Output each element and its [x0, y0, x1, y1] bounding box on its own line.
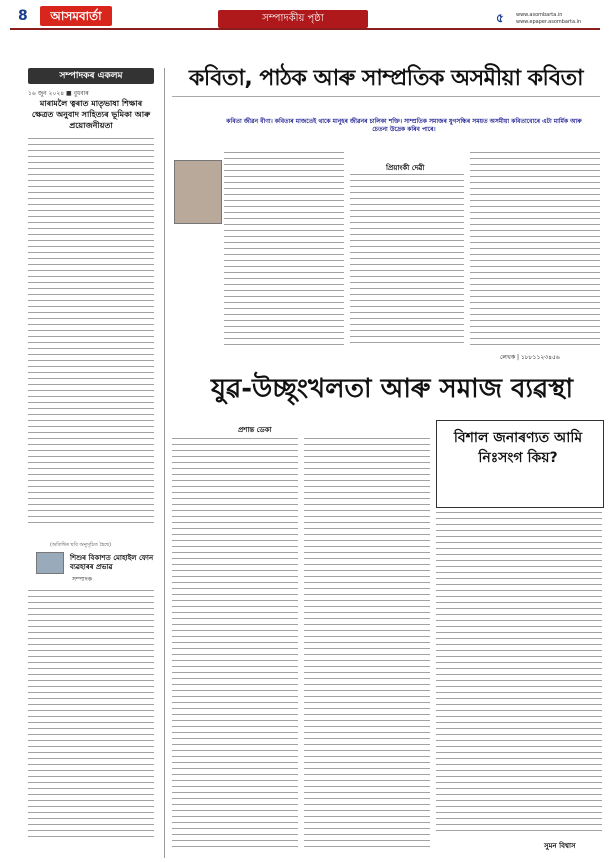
newspaper-logo: আসমবার্তা: [40, 6, 112, 26]
article1-pullquote: কবিতা জীৱন বীণা। কবিতাৰ মাজতেই থাকে মানুহৰ জীৱনৰ চালিকা শক্তি। সাম্প্ৰতিক সমাজৰ যুগসন্ধিৰ সময়ত অসমীয়া কবিতাবোৰে এটা মাৰ্মিক আৰু চেতনা উদ্ৰেক কৰিব পাৰে।: [226, 118, 582, 133]
article1-col2: [350, 174, 464, 348]
article1-col1: [224, 152, 344, 348]
author-photo: [36, 552, 64, 574]
article2-headline: যুৱ-উচ্ছৃংখলতা আৰু সমাজ ব্যৱস্থা: [211, 374, 573, 404]
article2-author: প্ৰশান্ত ডেকা: [238, 426, 272, 434]
photo-caption: (অতিথিৰ ছবি অনুসূচিত হৈছে): [50, 542, 112, 548]
article2-col2: [304, 438, 430, 852]
article2-col1: [172, 438, 298, 852]
article3-signature: সুমন বিশ্বাস: [544, 842, 576, 850]
editorial-title: মাৰামলৈ ত্বৰাত মাতৃভাষা শিক্ষাৰ ক্ষেত্ৰত অনুবাদ সাহিত্যৰ ভূমিকা আৰু প্ৰয়োজনীয়তা: [31, 99, 151, 130]
article1-author: প্ৰিয়াংকী দেৱী: [386, 164, 425, 172]
headline-rule: [172, 96, 600, 97]
url-2[interactable]: www.epaper.asombarta.in: [516, 19, 582, 25]
section-banner: সম্পাদকীয় পৃষ্ঠা: [218, 10, 368, 28]
article1-end-note: লেখক | ১৮৮১১২৩৪৫৬: [500, 354, 560, 361]
sidebar-date: ১৬ জুন ২০২৪ ■ বুধবাৰ: [28, 90, 89, 97]
article1-col3: [470, 152, 600, 348]
url-1[interactable]: www.asombarta.in: [516, 12, 563, 18]
article3-body: [436, 512, 602, 834]
sidebar-body-2: [28, 590, 154, 840]
article3-headline: বিশাল জনাৰণ্যত আমি নিঃসংগ কিয়?: [453, 430, 583, 466]
editorial-body: [28, 138, 154, 528]
page-number: 8: [18, 8, 28, 24]
sidebar-article-title: শিশুৰ বিকাশত মোহাইল ফোন ব্যৱহাৰৰ প্ৰভাৱ: [70, 554, 154, 571]
column-divider: [164, 68, 165, 858]
header-right-number: ৫: [496, 11, 504, 25]
article1-headline: কবিতা, পাঠক আৰু সাম্প্ৰতিক অসমীয়া কবিতা: [189, 66, 583, 91]
header-divider: [10, 28, 600, 30]
sidebar-heading: সম্পাদকৰ একলম: [28, 68, 154, 84]
sidebar-author-role: সম্পাদক: [72, 576, 93, 583]
header-urls: [516, 12, 581, 26]
author-photo: [174, 160, 222, 224]
